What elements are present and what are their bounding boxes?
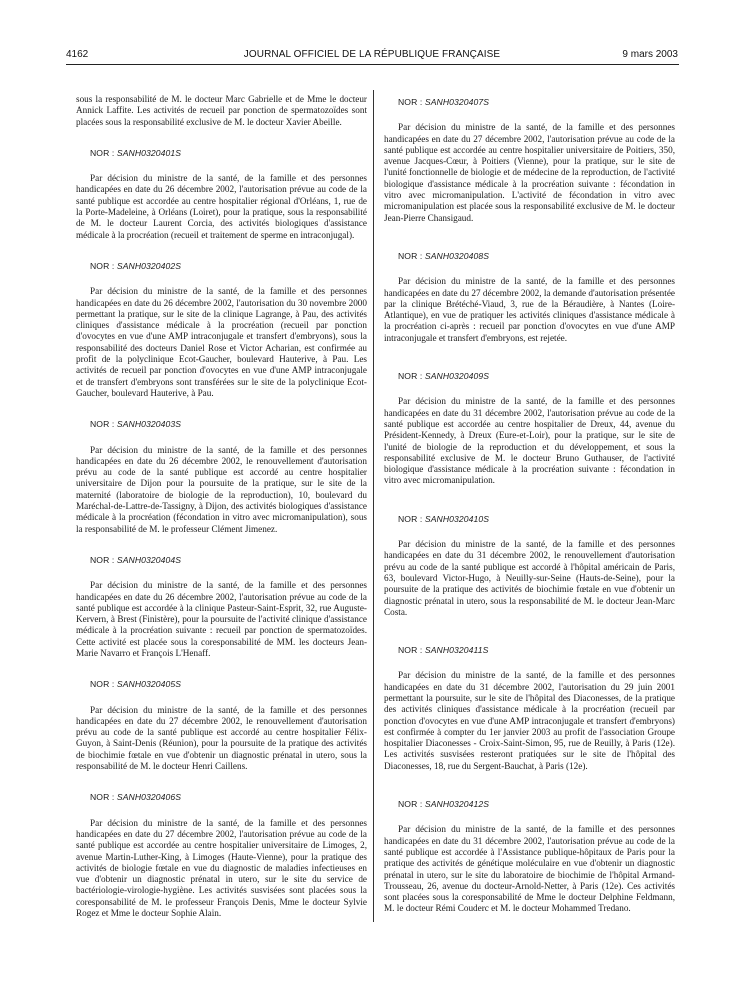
nor-heading bbox=[384, 97, 675, 108]
issue-date: 9 mars 2003 bbox=[622, 49, 678, 60]
nor-heading bbox=[76, 148, 367, 159]
journal-title: JOURNAL OFFICIEL DE LA RÉPUBLIQUE FRANÇAISE bbox=[243, 49, 501, 60]
nor-code: SANH0320410S bbox=[424, 513, 490, 524]
decision-paragraph: Par décision du ministre de la santé, de la famille et des personnes handicapées en date du 26 décembre 2002, l'autorisation prévue au code de la santé publique est accordée au centre hospitalier régional d'Orléans, 1, rue de la Porte-Madeleine, à Orléans (Loiret), pour la pratique, sous la responsabilité de M. le docteur Laurent Corcia, des activités biologiques d'assistance médicale à la procréation (recueil et traitement de sperme en intraconjugal). bbox=[76, 173, 367, 240]
nor-label: NOR : bbox=[90, 554, 115, 565]
nor-label: NOR : bbox=[90, 679, 115, 690]
nor-label: NOR : bbox=[90, 260, 115, 271]
nor-label: NOR : bbox=[398, 371, 423, 382]
decision-paragraph: Par décision du ministre de la santé, de la famille et des personnes handicapées en date du 27 décembre 2002, la demande d'autorisation présentée par la clinique Brétéché-Viaud, 3, rue de la Béraudière, à Nantes (Loire-Atlantique), en vue de pratiquer les activités cliniques d'assistance médicale à la procréation ci-après : recueil par ponction d'ovocytes en vue d'une AMP intraconjugale et transfert d'embryons, est rejetée. bbox=[384, 276, 675, 343]
nor-code: SANH0320402S bbox=[116, 260, 182, 271]
nor-code: SANH0320406S bbox=[116, 792, 182, 803]
nor-heading bbox=[384, 514, 675, 525]
nor-heading bbox=[76, 792, 367, 803]
nor-label: NOR : bbox=[398, 97, 423, 107]
nor-heading bbox=[384, 799, 675, 810]
nor-label: NOR : bbox=[398, 250, 423, 261]
page-header bbox=[66, 49, 678, 63]
nor-label: NOR : bbox=[398, 513, 423, 524]
nor-code: SANH0320404S bbox=[116, 554, 182, 565]
decision-paragraph: Par décision du ministre de la santé, de la famille et des personnes handicapées en date du 26 décembre 2002, l'autorisation prévue au code de la santé publique est accordée à la clinique Pasteur-Saint-Esprit, 32, rue Auguste-Kervern, à Brest (Finistère), pour la poursuite de l'activité clinique d'assistance médicale à la procréation suivante : recueil par ponction de spermatozoïdes. Cette activité est placée sous la coresponsabilité de MM. les docteurs Jean-Marie Navarro et François L'Henaff. bbox=[76, 580, 367, 658]
decision-paragraph: Par décision du ministre de la santé, de la famille et des personnes handicapées en date du 31 décembre 2002, l'autorisation prévue au code de la santé publique est accordée à l'Assistance publique-hôpitaux de Paris pour la pratique des activités de génétique moléculaire en vue d'obtenir un diagnostic prénatal in utero, sur le site du laboratoire de biochimie de l'hôpital Armand-Trousseau, 26, avenue du docteur-Arnold-Netter, à Paris (12e). Ces activités sont placées sous la coresponsabilité de Mme le docteur Delphine Feldmann, M. le docteur Rémi Couderc et M. le docteur Mohammed Tredano. bbox=[384, 824, 675, 914]
nor-label: NOR : bbox=[90, 419, 115, 430]
nor-code: SANH0320405S bbox=[116, 679, 182, 690]
nor-code: SANH0320401S bbox=[116, 147, 182, 158]
column-divider bbox=[373, 90, 374, 922]
nor-code: SANH0320409S bbox=[424, 371, 490, 382]
decision-paragraph: Par décision du ministre de la santé, de la famille et des personnes handicapées en date du 26 décembre 2002, l'autorisation du 30 novembre 2000 permettant la pratique, sur le site de la clinique Lagrange, à Pau, des activités cliniques d'assistance médicale à la procréation (recueil par ponction d'ovocytes en vue d'une AMP intraconjugale et transfert d'embryons), sous la responsabilité des docteurs Daniel Rose et Victor Acharian, est confirmée au profit de la polyclinique Ecot-Gaucher, boulevard Hauterive, à Pau. Les activités de recueil par ponction d'ovocytes en vue d'une AMP intraconjugale et de transfert d'embryons sont transférées sur le site de la polyclinique Ecot-Gaucher, boulevard Hauterive, à Pau. bbox=[76, 286, 367, 398]
decision-paragraph: Par décision du ministre de la santé, de la famille et des personnes handicapées en date du 26 décembre 2002, le renouvellement d'autorisation prévu au code de la santé publique est accordé au centre hospitalier universitaire de Dijon pour la poursuite de la pratique, sur le site de la maternité (laboratoire de biologie de la reproduction), 10, boulevard du Maréchal-de-Lattre-de-Tassigny, à Dijon, des activités biologiques d'assistance médicale à la procréation (fécondation in vitro avec micromanipulation), sous la responsabilité de M. le professeur Clément Jimenez. bbox=[76, 444, 367, 534]
nor-code: SANH0320403S bbox=[116, 419, 182, 430]
continued-paragraph: sous la responsabilité de M. le docteur Marc Gabrielle et de Mme le docteur Annick Laffite. Les activités de recueil par ponction de spermatozoïdes sont placées sous la responsabilité exclusive de M. le docteur Xavier Abeille. bbox=[76, 94, 367, 127]
left-column bbox=[76, 94, 367, 919]
nor-code: SANH0320412S bbox=[424, 799, 490, 810]
nor-code: SANH0320407S bbox=[424, 97, 490, 107]
nor-heading bbox=[76, 555, 367, 566]
decision-paragraph: Par décision du ministre de la santé, de la famille et des personnes handicapées en date du 31 décembre 2002, l'autorisation prévue au code de la santé publique est accordée au centre hospitalier de Dreux, 44, avenue du Président-Kennedy, à Dreux (Eure-et-Loir), pour la pratique, sur le site de l'unité de biologie de la reproduction et du développement, et sous la responsabilité exclusive de M. le docteur Bruno Guthauser, de l'activité biologique d'assistance médicale à la procréation suivante : fécondation in vitro avec micromanipulation. bbox=[384, 396, 675, 486]
nor-label: NOR : bbox=[398, 799, 423, 810]
nor-heading bbox=[384, 371, 675, 382]
nor-code: SANH0320411S bbox=[424, 645, 489, 656]
nor-heading bbox=[384, 251, 675, 262]
decision-paragraph: Par décision du ministre de la santé, de la famille et des personnes handicapées en date du 27 décembre 2002, le renouvellement d'autorisation prévu au code de la santé publique est accordé au centre hospitalier Félix-Guyon, à Saint-Denis (Réunion), pour la poursuite de la pratique des activités de biochimie fœtale en vue d'obtenir un diagnostic prénatal in utero, sous la responsabilité de M. le docteur Henri Caillens. bbox=[76, 704, 367, 772]
decision-paragraph: Par décision du ministre de la santé, de la famille et des personnes handicapées en date du 27 décembre 2002, l'autorisation prévue au code de la santé publique est accordée au centre hospitalier universitaire de Limoges, 2, avenue Martin-Luther-King, à Limoges (Haute-Vienne), pour la pratique des activités de biologie fœtale en vue du diagnostic de maladies infectieuses en vue d'obtenir un diagnostic prénatal in utero, sur le site du service de bactériologie-virologie-hygiène. Les activités susvisées sont placées sous la coresponsabilité de M. le professeur François Denis, Mme le docteur Sylvie Rogez et Mme le docteur Sophie Alain. bbox=[76, 817, 367, 919]
decision-paragraph: Par décision du ministre de la santé, de la famille et des personnes handicapées en date du 27 décembre 2002, l'autorisation prévue au code de la santé publique est accordée au centre hospitalier universitaire de Poitiers, 350, avenue Jacques-Cœur, à Poitiers (Vienne), pour la pratique, sur le site de l'unité fonctionnelle de biologie et de médecine de la reproduction, de l'activité biologique d'assistance médicale à la procréation suivante : fécondation in vitro avec micromanipulation. L'activité de fécondation in vitro avec micromanipulation est placée sous la responsabilité exclusive de M. le docteur Jean-Pierre Chansigaud. bbox=[384, 122, 675, 223]
nor-label: NOR : bbox=[398, 645, 423, 656]
nor-heading bbox=[384, 645, 675, 656]
nor-heading bbox=[76, 261, 367, 272]
page-number: 4162 bbox=[66, 49, 89, 60]
nor-label: NOR : bbox=[90, 147, 115, 158]
nor-label: NOR : bbox=[90, 792, 115, 803]
right-column bbox=[384, 97, 675, 915]
nor-code: SANH0320408S bbox=[424, 250, 490, 261]
nor-heading bbox=[76, 679, 367, 690]
decision-paragraph: Par décision du ministre de la santé, de la famille et des personnes handicapées en date du 31 décembre 2002, le renouvellement d'autorisation prévu au code de la santé publique est accordé à l'hôpital américain de Paris, 63, boulevard Victor-Hugo, à Neuilly-sur-Seine (Hauts-de-Seine), pour la poursuite de la pratique des activités de biochimie fœtale en vue d'obtenir un diagnostic prénatal in utero, sous la responsabilité de M. le docteur Jean-Marc Costa. bbox=[384, 539, 675, 617]
nor-heading bbox=[76, 419, 367, 430]
header-rule bbox=[66, 64, 679, 65]
decision-paragraph: Par décision du ministre de la santé, de la famille et des personnes handicapées en date du 31 décembre 2002, l'autorisation du 29 juin 2001 permettant la poursuite, sur le site de l'hôpital des Diaconesses, de la pratique des activités cliniques d'assistance médicale à la procréation (recueil par ponction d'ovocytes en vue d'une AMP intraconjugale et transfert d'embryons) est confirmée à compter du 1er janvier 2003 au profit de l'association Groupe hospitalier Diaconesses - Croix-Saint-Simon, 95, rue de Reuilly, à Paris (12e). Les activités susvisées resteront pratiquées sur le site de l'hôpital des Diaconesses, 18, rue du Sergent-Bauchat, à Paris (12e). bbox=[384, 670, 675, 771]
